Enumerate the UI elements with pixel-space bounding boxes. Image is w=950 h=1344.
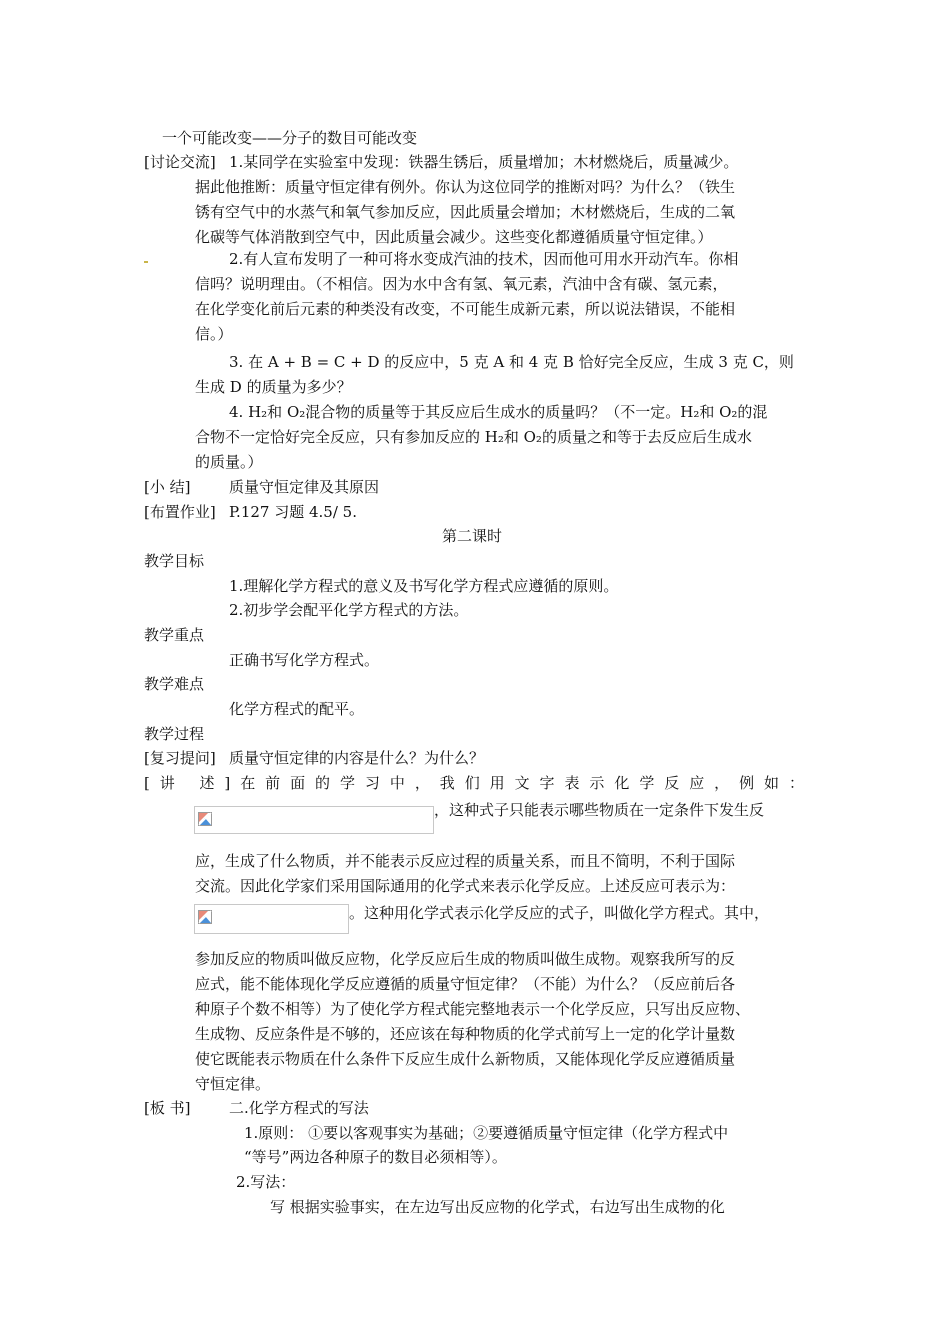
difficulty-point: 化学方程式的配平。 bbox=[229, 700, 365, 718]
board-tag: [板 书] bbox=[144, 1099, 191, 1117]
question-2-line: 信。） bbox=[195, 325, 233, 343]
goal-item: 1.理解化学方程式的意义及书写化学方程式应遵循的原则。 bbox=[229, 577, 619, 595]
lecture-line: 守恒定律。 bbox=[195, 1075, 271, 1093]
review-tag: [复习提问] bbox=[144, 749, 216, 767]
discussion-tag: [讨论交流] bbox=[144, 153, 216, 171]
principle-line: “等号”两边各种原子的数目必须相等）。 bbox=[244, 1148, 507, 1166]
question-2-line: 信吗？说明理由。（不相信。因为水中含有氢、氧元素，汽油中含有碳、氢元素， bbox=[195, 275, 728, 293]
question-1-line: 据此他推断：质量守恒定律有例外。你认为这位同学的推断对吗？为什么？（铁生 bbox=[195, 178, 736, 196]
heading-goals: 教学目标 bbox=[144, 552, 205, 570]
lecture-line: ，这种式子只能表示哪些物质在一定条件下发生反 bbox=[434, 801, 765, 819]
section-title: 第二课时 bbox=[442, 527, 503, 545]
question-4-line: 的质量。） bbox=[195, 453, 263, 471]
question-1-line: 1.某同学在实验室中发现：铁器生锈后，质量增加；木材燃烧后，质量减少。 bbox=[229, 153, 739, 171]
broken-image-icon bbox=[198, 910, 212, 924]
equation-image-placeholder bbox=[194, 806, 434, 834]
lecture-line: 应，生成了什么物质，并不能表示反应过程的质量关系，而且不简明，不利于国际 bbox=[195, 852, 736, 870]
heading-difficulty: 教学难点 bbox=[144, 675, 205, 693]
broken-image-icon bbox=[198, 812, 212, 826]
question-4-line: 4. H₂和 O₂混合物的质量等于其反应后生成水的质量吗？（不一定。H₂和 O₂的混 bbox=[229, 403, 768, 421]
question-1-line: 化碳等气体消散到空气中，因此质量会减少。这些变化都遵循质量守恒定律。） bbox=[195, 228, 713, 246]
summary-tag: [小 结] bbox=[144, 478, 191, 496]
question-4-line: 合物不一定恰好完全反应，只有参加反应的 H₂和 O₂的质量之和等于去反应后生成水 bbox=[195, 428, 752, 446]
lecture-line: 交流。因此化学家们采用国际通用的化学式来表示化学反应。上述反应可表示为： bbox=[195, 877, 736, 895]
lecture-line: 使它既能表示物质在什么条件下反应生成什么新物质，又能体现化学反应遵循质量 bbox=[195, 1050, 736, 1068]
goal-item: 2.初步学会配平化学方程式的方法。 bbox=[229, 601, 469, 619]
homework-text: P.127 习题 4.5/ 5. bbox=[229, 503, 357, 521]
key-point: 正确书写化学方程式。 bbox=[229, 651, 380, 669]
question-1-line: 锈有空气中的水蒸气和氧气参加反应，因此质量会增加；木材燃烧后，生成的二氧 bbox=[195, 203, 736, 221]
method-line: 写 根据实验事实，在左边写出反应物的化学式，右边写出生成物的化 bbox=[270, 1198, 725, 1216]
equation-image-placeholder bbox=[194, 904, 349, 934]
question-3-line: 生成 D 的质量为多少？ bbox=[195, 378, 352, 396]
lecture-line: 种原子个数不相等）为了使化学方程式能完整地表示一个化学反应，只写出反应物、 bbox=[195, 1000, 751, 1018]
lecture-line: [讲 述]在前面的学习中，我们用文字表示化学反应，例如： bbox=[144, 774, 804, 792]
summary-text: 质量守恒定律及其原因 bbox=[229, 478, 380, 496]
method-heading: 2.写法： bbox=[236, 1173, 296, 1191]
heading-key-points: 教学重点 bbox=[144, 626, 205, 644]
stray-mark bbox=[144, 261, 148, 263]
question-3-line: 3. 在 A + B = C + D 的反应中，5 克 A 和 4 克 B 恰好完全反应，生成 3 克 C，则 bbox=[229, 353, 794, 371]
lecture-line: 应式，能不能体现化学反应遵循的质量守恒定律？（不能）为什么？（反应前后各 bbox=[195, 975, 736, 993]
lecture-line: 生成物、反应条件是不够的，还应该在每种物质的化学式前写上一定的化学计量数 bbox=[195, 1025, 736, 1043]
board-text: 二.化学方程式的写法 bbox=[229, 1099, 369, 1117]
text-line: 一个可能改变——分子的数目可能改变 bbox=[162, 129, 418, 147]
principle-line: 1.原则： ①要以客观事实为基础；②要遵循质量守恒定律（化学方程式中 bbox=[244, 1124, 729, 1142]
homework-tag: [布置作业] bbox=[144, 503, 216, 521]
question-2-line: 2.有人宣布发明了一种可将水变成汽油的技术，因而他可用水开动汽车。你相 bbox=[229, 250, 739, 268]
review-text: 质量守恒定律的内容是什么？为什么？ bbox=[229, 749, 485, 767]
question-2-line: 在化学变化前后元素的种类没有改变，不可能生成新元素，所以说法错误，不能相 bbox=[195, 300, 736, 318]
heading-process: 教学过程 bbox=[144, 725, 205, 743]
lecture-line: 参加反应的物质叫做反应物，化学反应后生成的物质叫做生成物。观察我所写的反 bbox=[195, 950, 736, 968]
lecture-line: 。这种用化学式表示化学反应的式子，叫做化学方程式。其中， bbox=[349, 904, 770, 922]
